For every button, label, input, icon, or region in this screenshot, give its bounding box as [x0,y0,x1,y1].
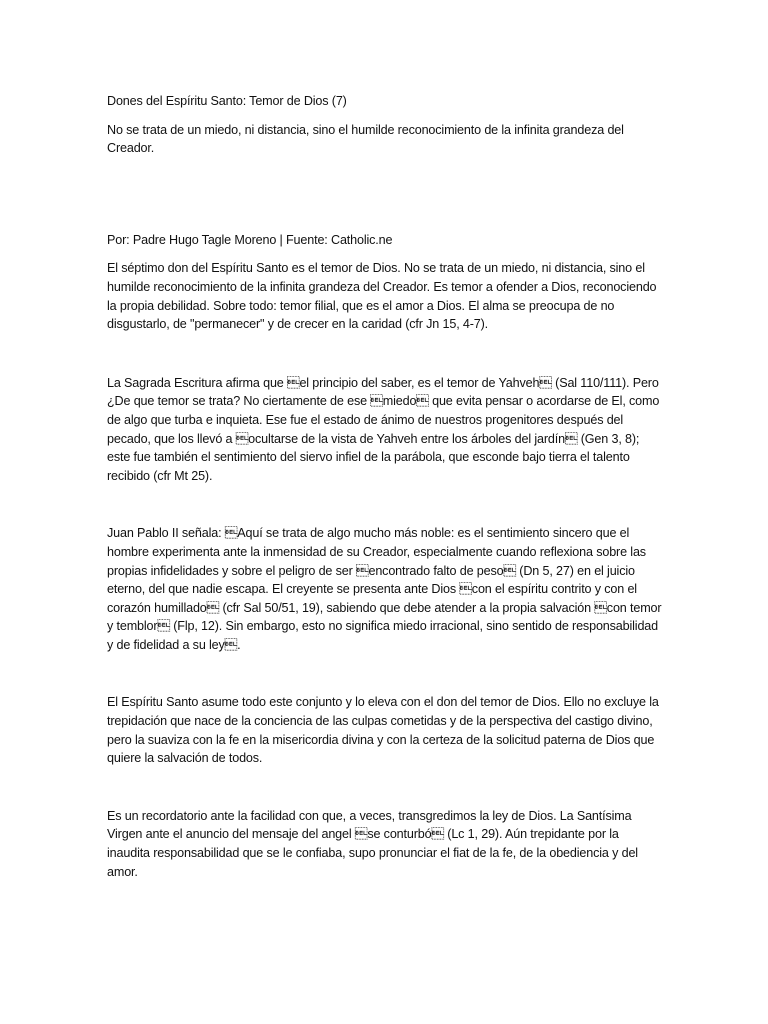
paragraph-5: Es un recordatorio ante la facilidad con que, a veces, transgredimos la ley de Dios. La Santísima Virgen ante el anuncio del mensaje del angel se conturbó (Lc 1, 29). Aún trepidante por la inaudita responsabilidad que se le confiaba, supo pronunciar el fiat de la fe, de la obediencia y del amor. [107,808,642,879]
document-title: Dones del Espíritu Santo: Temor de Dios (7) [107,94,347,108]
document-subtitle: No se trata de un miedo, ni distancia, sino el humilde reconocimiento de la infinita grandeza del Creador. [107,122,628,156]
paragraph-1: El séptimo don del Espíritu Santo es el temor de Dios. No se trata de un miedo, ni distancia, sino el humilde reconocimiento de la infinita grandeza del Creador. Es temor a ofender a Dios, reconociendo la propia debilidad. Sobre todo: temor filial, que es el amor a Dios. El alma se preocupa de no disgustarlo, de "permanecer" y de crecer en la caridad (cfr Jn 15, 4-7). [107,261,660,332]
paragraph-2: La Sagrada Escritura afirma que el principio del saber, es el temor de Yahveh (Sal 110/111). Pero ¿De que temor se trata? No ciertamente de ese miedo que evita pensar o acordarse de El, como de algo que turba e inquieta. Ese fue el estado de ánimo de nuestros progenitores después del pecado, que los llevó a ocultarse de la vista de Yahveh entre los árboles del jardín (Gen 3, 8); este fue también el sentimiento del siervo infiel de la parábola, que esconde bajo tierra el talento recibido (cfr Mt 25). [107,375,663,483]
paragraph-3: Juan Pablo II señala: Aquí se trata de algo mucho más noble: es el sentimiento sincero que el hombre experimenta ante la inmensidad de su Creador, especialmente cuando reflexiona sobre las propias infidelidades y sobre el peligro de ser encontrado falto de peso (Dn 5, 27) en el juicio eterno, del que nadie escapa. El creyente se presenta ante Dios con el espíritu contrito y con el corazón humillado (cfr Sal 50/51, 19), sabiendo que debe atender a la propia salvación con temor y temblor (Flp, 12). Sin embargo, esto no significa miedo irracional, sino sentido de responsabilidad y de fidelidad a su ley. [107,526,665,652]
paragraph-4: El Espíritu Santo asume todo este conjunto y lo eleva con el don del temor de Dios. Ello no excluye la trepidación que nace de la conciencia de las culpas cometidas y de la perspectiva del castigo divino, pero la suaviza con la fe en la misericordia divina y con la certeza de la solicitud paterna de Dios que quiere la salvación de todos. [107,695,663,766]
author-source-line: Por: Padre Hugo Tagle Moreno | Fuente: Catholic.ne [107,232,393,247]
document-body [107,92,665,881]
